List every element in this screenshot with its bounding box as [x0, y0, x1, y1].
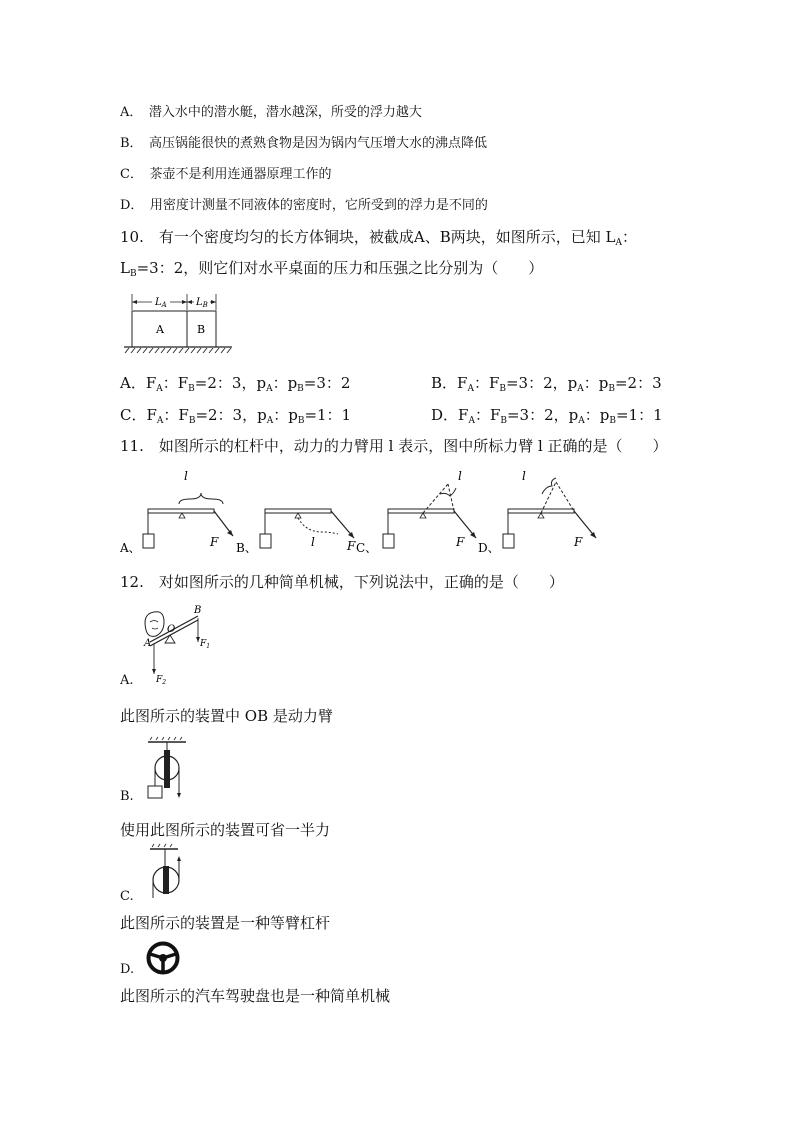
q12-option-d-letter: D. — [120, 962, 135, 977]
q12-a-label-o: O — [167, 624, 176, 635]
q11-a-l-label: l — [184, 469, 188, 483]
q10-stem-line1: 10. 有一个密度均匀的长方体铜块，被截成A、B两块，如图所示，已知 $L_A$： — [120, 228, 637, 248]
q12-option-a-text: 此图所示的装置中 OB 是动力臂 — [120, 707, 333, 725]
q12-option-c-letter: C. — [120, 889, 134, 904]
q11-figure-a — [119, 469, 233, 555]
q9-option-c: C． 茶壶不是利用连通器原理工作的 — [120, 167, 332, 182]
q12-option-b-letter: B. — [120, 789, 134, 804]
q11-figures — [118, 466, 598, 556]
q12-option-a-letter: A. — [120, 673, 134, 688]
q10-option-a: A．$F_A$：$F_B=2$：3，$p_A$：$p_B=3$：2 — [120, 374, 351, 394]
q10-dim-b-label: $L_B$ — [196, 297, 208, 309]
q11-b-letter: B、 — [236, 541, 257, 555]
q11-stem: 11. 如图所示的杠杆中，动力的力臂用 l 表示，图中所标力臂 l 正确的是（ ） — [120, 437, 668, 455]
q11-c-l-label: l — [458, 469, 462, 483]
q12-option-d-text: 此图所示的汽车驾驶盘也是一种简单机械 — [120, 987, 391, 1005]
q9-option-a: A． 潜入水中的潜水艇，潜水越深，所受的浮力越大 — [120, 105, 422, 120]
q11-b-l-label: l — [311, 535, 315, 549]
q12-a-label-a: A — [144, 638, 152, 649]
q12-stem: 12. 对如图所示的几种简单机械，下列说法中，正确的是（ ） — [120, 573, 564, 591]
q12-a-label-b: B — [194, 605, 202, 616]
q10-dim-a-label: $L_A$ — [155, 297, 167, 309]
q9-option-b: B． 高压锅能很快的煮熟食物是因为锅内气压增大水的沸点降低 — [120, 136, 488, 151]
q11-d-l-label: l — [522, 469, 526, 483]
q11-figure-d — [478, 469, 596, 555]
q12-option-b-text: 使用此图所示的装置可省一半力 — [120, 821, 331, 839]
q10-option-d: D．$F_A$：$F_B=3$：2，$p_A$：$p_B=1$：1 — [431, 406, 663, 426]
q10-option-c: C．$F_A$：$F_B=2$：3，$p_A$：$p_B=1$：1 — [120, 406, 352, 426]
q12-figure-b — [144, 740, 194, 802]
q9-option-d: D． 用密度计测量不同液体的密度时，它所受到的浮力是不同的 — [120, 198, 488, 213]
q10-figure — [120, 292, 235, 356]
q12-figure-d — [146, 941, 182, 977]
q11-d-f-label: F — [574, 535, 583, 549]
q11-c-letter: C、 — [356, 541, 378, 555]
q12-figure-c — [146, 846, 196, 902]
q12-option-c-text: 此图所示的装置是一种等臂杠杆 — [120, 914, 331, 932]
q11-figure-c — [356, 469, 476, 555]
q10-option-b: B．$F_A$：$F_B=3$：2，$p_A$：$p_B=2$：3 — [431, 374, 662, 394]
q11-d-letter: D、 — [478, 541, 500, 555]
q11-c-f-label: F — [456, 535, 465, 549]
q10-stem-line2: $L_B=3$：2，则它们对水平桌面的压力和压强之比分别为（ ） — [120, 259, 544, 279]
q10-block-a-label: A — [156, 323, 164, 336]
q11-b-f-label: F — [347, 539, 356, 553]
q11-figure-b — [236, 509, 356, 555]
q10-block-b-label: B — [197, 323, 206, 336]
q11-a-f-label: F — [210, 535, 219, 549]
q12-a-label-f2: $F_2$ — [156, 675, 167, 686]
q12-figure-a — [140, 604, 210, 686]
q11-a-letter: A、 — [120, 541, 141, 555]
q12-a-label-f1: $F_1$ — [200, 639, 211, 650]
